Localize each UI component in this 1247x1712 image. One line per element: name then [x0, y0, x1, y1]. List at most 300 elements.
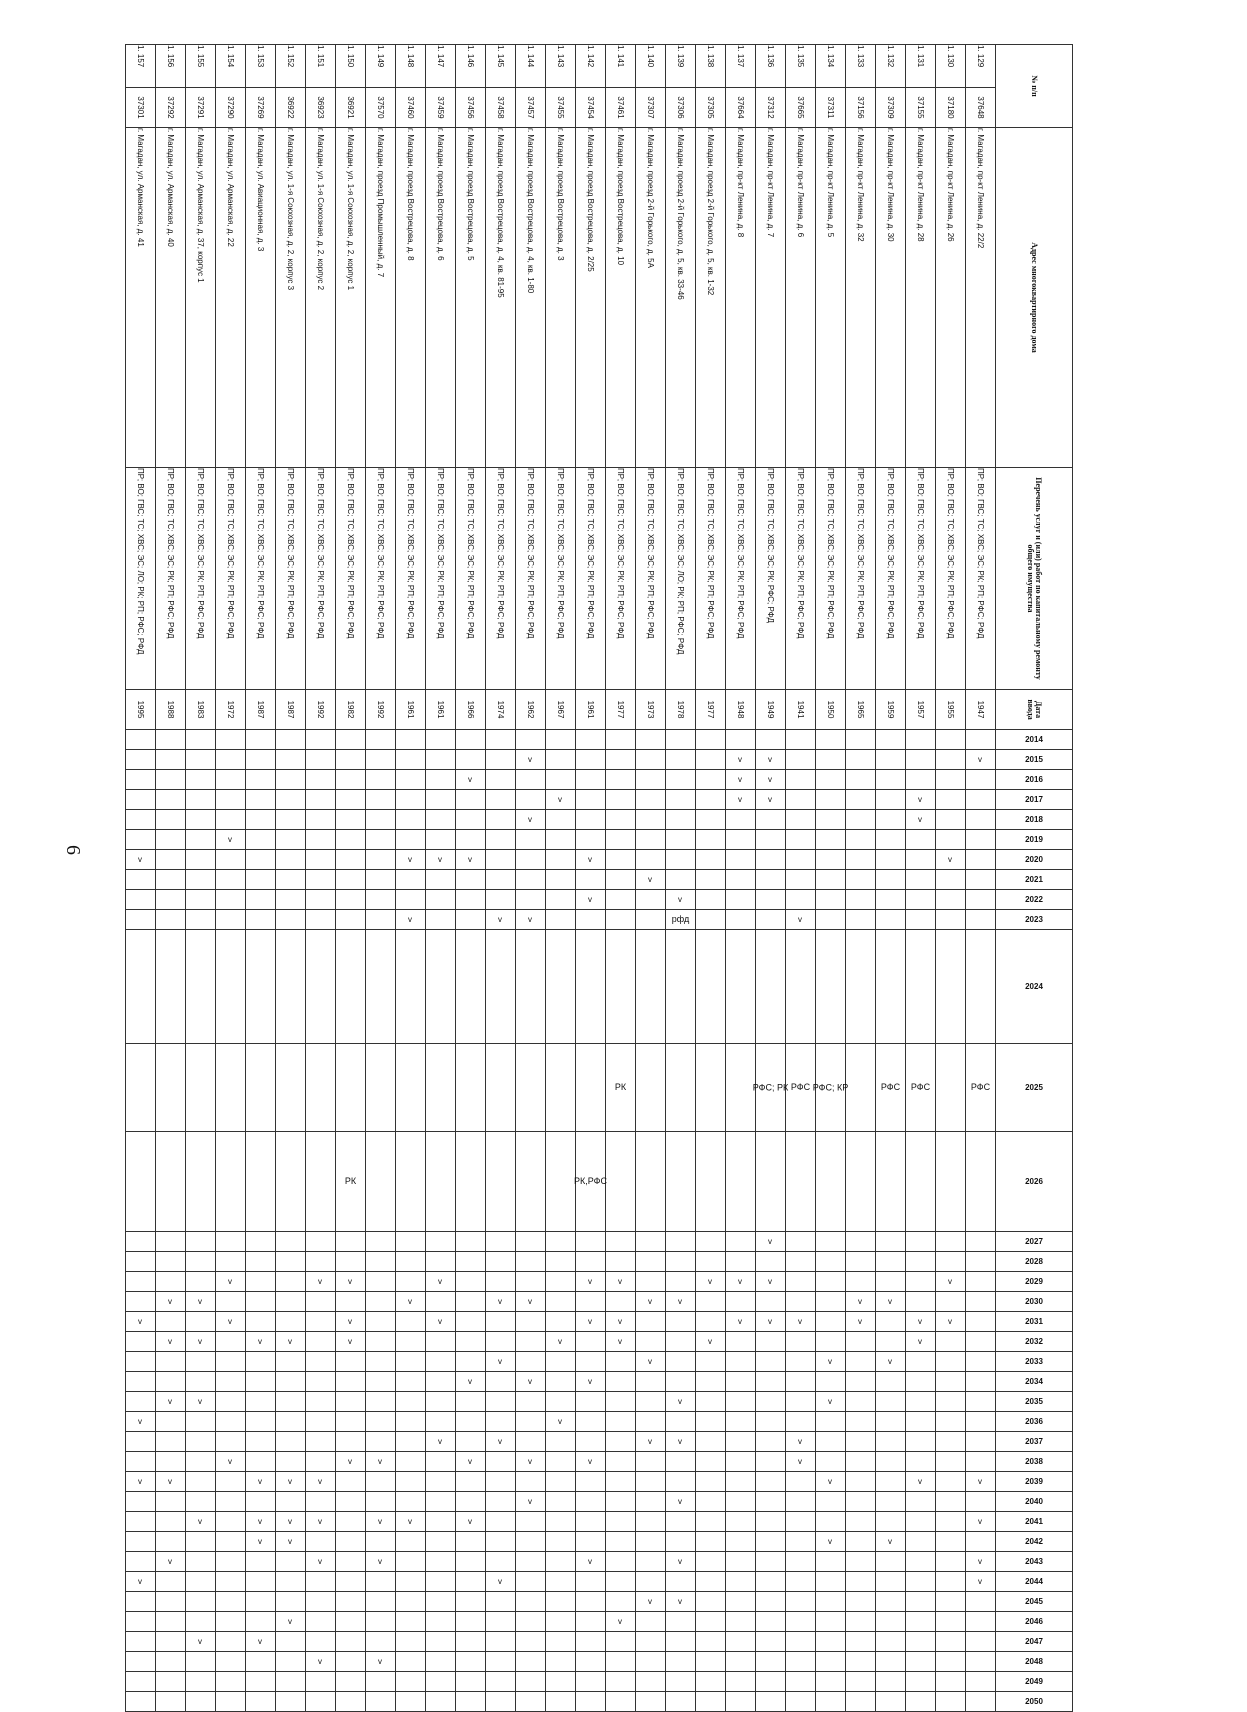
- plan-cell-2040: [576, 1492, 606, 1512]
- table-row: [126, 45, 156, 1712]
- plan-cell-2044: [246, 1572, 276, 1592]
- plan-cell-2045: [636, 1592, 666, 1612]
- plan-cell-2017: [336, 790, 366, 810]
- plan-cell-2017: [936, 790, 966, 810]
- plan-cell-2036: [306, 1412, 336, 1432]
- plan-cell-2039: [606, 1472, 636, 1492]
- plan-mark: v: [978, 1516, 983, 1526]
- plan-mark: v: [498, 1356, 503, 1366]
- plan-cell-2028: [486, 1252, 516, 1272]
- plan-cell-2025: [246, 1044, 276, 1132]
- plan-cell-2025: [936, 1044, 966, 1132]
- plan-cell-2018: [696, 810, 726, 830]
- plan-cell-2025: [186, 1044, 216, 1132]
- plan-cell-2046: [696, 1612, 726, 1632]
- plan-cell-2016: [786, 770, 816, 790]
- plan-cell-2050: [546, 1692, 576, 1712]
- plan-mark: v: [738, 774, 743, 784]
- plan-cell-2046: [156, 1612, 186, 1632]
- house-address: г. Магадан, ул. Авиационная, д. 3: [246, 128, 276, 468]
- year-header-2029: [996, 1272, 1073, 1292]
- plan-cell-2040: [396, 1492, 426, 1512]
- plan-cell-2026: [576, 1132, 606, 1232]
- plan-cell-2037: [246, 1432, 276, 1452]
- plan-cell-2030: [306, 1292, 336, 1312]
- year-label: 2025: [1025, 1082, 1043, 1092]
- plan-cell-2033: [306, 1352, 336, 1372]
- plan-cell-2014: [876, 730, 906, 750]
- plan-cell-2048: [366, 1652, 396, 1672]
- header-row: [996, 45, 1073, 1712]
- year-header-2040: [996, 1492, 1073, 1512]
- plan-cell-2036: [726, 1412, 756, 1432]
- plan-mark: v: [738, 1276, 743, 1286]
- plan-cell-2050: [606, 1692, 636, 1712]
- plan-cell-2045: [756, 1592, 786, 1612]
- plan-cell-2044: [366, 1572, 396, 1592]
- plan-cell-2039: [306, 1472, 336, 1492]
- plan-cell-2022: [336, 890, 366, 910]
- plan-cell-2044: [936, 1572, 966, 1592]
- plan-cell-2048: [846, 1652, 876, 1672]
- plan-cell-2042: [126, 1532, 156, 1552]
- plan-cell-2039: [846, 1472, 876, 1492]
- plan-cell-2030: [666, 1292, 696, 1312]
- plan-cell-2043: [576, 1552, 606, 1572]
- plan-cell-2031: [636, 1312, 666, 1332]
- house-address: г. Магадан, пр-кт Ленина, д. 7: [756, 128, 786, 468]
- plan-cell-2016: [276, 770, 306, 790]
- commission-year: 1973: [636, 690, 666, 730]
- plan-cell-2022: [696, 890, 726, 910]
- plan-mark: v: [198, 1296, 203, 1306]
- plan-cell-2025: [786, 1044, 816, 1132]
- plan-cell-2035: [216, 1392, 246, 1412]
- plan-cell-2030: [276, 1292, 306, 1312]
- plan-cell-2028: [396, 1252, 426, 1272]
- services-list: ПР; ВО; ГВС; ТС; ХВС; ЭС; РК; РП; РФС; РФД: [246, 468, 276, 690]
- plan-mark: v: [438, 1276, 443, 1286]
- plan-cell-2021: [876, 870, 906, 890]
- plan-cell-2020: [606, 850, 636, 870]
- services-list: ПР; ВО; ГВС; ТС; ХВС; ЭС; РК; РП; РФС; РФД: [426, 468, 456, 690]
- plan-cell-2023: [666, 910, 696, 930]
- plan-cell-2040: [726, 1492, 756, 1512]
- plan-mark: v: [378, 1456, 383, 1466]
- table-row: [696, 45, 726, 1712]
- plan-cell-2017: [516, 790, 546, 810]
- plan-cell-2033: [426, 1352, 456, 1372]
- plan-cell-2023: [576, 910, 606, 930]
- plan-cell-2021: [696, 870, 726, 890]
- plan-cell-2025: [126, 1044, 156, 1132]
- plan-cell-2025: [696, 1044, 726, 1132]
- plan-cell-2042: [486, 1532, 516, 1552]
- plan-cell-2037: [696, 1432, 726, 1452]
- plan-cell-2038: [456, 1452, 486, 1472]
- plan-cell-2046: [786, 1612, 816, 1632]
- plan-cell-2043: [726, 1552, 756, 1572]
- plan-cell-2033: [906, 1352, 936, 1372]
- plan-cell-2016: [246, 770, 276, 790]
- plan-mark: v: [318, 1556, 323, 1566]
- plan-cell-2042: [786, 1532, 816, 1552]
- plan-cell-2041: [276, 1512, 306, 1532]
- plan-cell-2040: [786, 1492, 816, 1512]
- commission-year: 1982: [336, 690, 366, 730]
- plan-mark: v: [348, 1276, 353, 1286]
- services-list: ПР; ВО; ГВС; ТС; ХВС; ЭС; РК; РП; РФС; РФД: [456, 468, 486, 690]
- plan-cell-2024: [576, 930, 606, 1044]
- plan-cell-2023: [156, 910, 186, 930]
- plan-mark: v: [588, 1376, 593, 1386]
- plan-mark: v: [918, 814, 923, 824]
- house-address: г. Магадан, проезд 2-й Горького, д. 5, кв. 33-46: [666, 128, 696, 468]
- plan-cell-2020: [726, 850, 756, 870]
- plan-mark: v: [678, 1496, 683, 1506]
- plan-mark: v: [798, 914, 803, 924]
- plan-cell-2020: [156, 850, 186, 870]
- commission-year: 1983: [186, 690, 216, 730]
- plan-cell-2039: [726, 1472, 756, 1492]
- plan-cell-2015: [876, 750, 906, 770]
- plan-cell-2040: [816, 1492, 846, 1512]
- plan-cell-2048: [396, 1652, 426, 1672]
- plan-cell-2039: [786, 1472, 816, 1492]
- plan-mark: v: [768, 774, 773, 784]
- year-label: 2015: [1025, 754, 1043, 764]
- plan-cell-2019: [246, 830, 276, 850]
- plan-cell-2022: [186, 890, 216, 910]
- plan-cell-2037: [516, 1432, 546, 1452]
- plan-cell-2037: [966, 1432, 996, 1452]
- plan-cell-2016: [726, 770, 756, 790]
- plan-cell-2045: [666, 1592, 696, 1612]
- services-list: ПР; ВО; ГВС; ТС; ХВС; ЭС; РК; РП; РФС; РФД: [936, 468, 966, 690]
- plan-cell-2020: [966, 850, 996, 870]
- commission-year: 1992: [366, 690, 396, 730]
- year-header-2038: [996, 1452, 1073, 1472]
- plan-cell-2016: [546, 770, 576, 790]
- year-header-2041: [996, 1512, 1073, 1532]
- plan-cell-2029: [636, 1272, 666, 1292]
- year-label: 2032: [1025, 1336, 1043, 1346]
- plan-cell-2023: [546, 910, 576, 930]
- year-header-2030: [996, 1292, 1073, 1312]
- plan-cell-2014: [486, 730, 516, 750]
- plan-mark: РФС: [880, 1082, 901, 1093]
- plan-cell-2015: [516, 750, 546, 770]
- plan-cell-2019: [696, 830, 726, 850]
- plan-mark: v: [978, 1576, 983, 1586]
- plan-cell-2017: [246, 790, 276, 810]
- plan-cell-2027: [156, 1232, 186, 1252]
- plan-cell-2044: [786, 1572, 816, 1592]
- plan-cell-2025: [516, 1044, 546, 1132]
- plan-cell-2031: [336, 1312, 366, 1332]
- row-number: 1. 130: [936, 45, 966, 88]
- plan-cell-2028: [726, 1252, 756, 1272]
- plan-mark: v: [498, 1576, 503, 1586]
- plan-cell-2019: [846, 830, 876, 850]
- plan-cell-2042: [966, 1532, 996, 1552]
- plan-cell-2021: [516, 870, 546, 890]
- plan-cell-2038: [936, 1452, 966, 1472]
- plan-cell-2034: [216, 1372, 246, 1392]
- plan-cell-2031: [606, 1312, 636, 1332]
- plan-cell-2035: [156, 1392, 186, 1412]
- table-row: [336, 45, 366, 1712]
- plan-cell-2018: [156, 810, 186, 830]
- plan-cell-2044: [846, 1572, 876, 1592]
- plan-cell-2014: [216, 730, 246, 750]
- plan-cell-2036: [756, 1412, 786, 1432]
- plan-cell-2050: [336, 1692, 366, 1712]
- row-number: 1. 152: [276, 45, 306, 88]
- plan-cell-2023: [216, 910, 246, 930]
- plan-cell-2035: [576, 1392, 606, 1412]
- plan-cell-2014: [156, 730, 186, 750]
- plan-cell-2047: [246, 1632, 276, 1652]
- row-number: 1. 134: [816, 45, 846, 88]
- plan-cell-2038: [246, 1452, 276, 1472]
- plan-cell-2015: [906, 750, 936, 770]
- plan-cell-2024: [516, 930, 546, 1044]
- plan-cell-2032: [546, 1332, 576, 1352]
- plan-cell-2038: [516, 1452, 546, 1472]
- house-code: 36921: [336, 88, 366, 128]
- plan-cell-2028: [186, 1252, 216, 1272]
- plan-cell-2034: [696, 1372, 726, 1392]
- house-address: г. Магадан, ул. Арманская, д. 41: [126, 128, 156, 468]
- plan-cell-2049: [966, 1672, 996, 1692]
- plan-cell-2036: [966, 1412, 996, 1432]
- plan-cell-2025: [752, 1044, 789, 1132]
- plan-cell-2043: [456, 1552, 486, 1572]
- house-code: 37570: [366, 88, 396, 128]
- plan-cell-2050: [966, 1692, 996, 1712]
- plan-cell-2028: [786, 1252, 816, 1272]
- plan-cell-2035: [876, 1392, 906, 1412]
- plan-cell-2029: [546, 1272, 576, 1292]
- table-row: [546, 45, 576, 1712]
- house-code: 36922: [276, 88, 306, 128]
- plan-cell-2022: [666, 890, 696, 910]
- plan-cell-2020: [186, 850, 216, 870]
- house-code: 37454: [576, 88, 606, 128]
- plan-cell-2015: [756, 750, 786, 770]
- plan-cell-2015: [456, 750, 486, 770]
- commission-year: 1992: [306, 690, 336, 730]
- plan-cell-2015: [426, 750, 456, 770]
- row-number: 1. 147: [426, 45, 456, 88]
- year-label: 2035: [1025, 1396, 1043, 1406]
- plan-cell-2015: [966, 750, 996, 770]
- year-header-2026: [996, 1132, 1073, 1232]
- plan-cell-2017: [846, 790, 876, 810]
- plan-cell-2033: [156, 1352, 186, 1372]
- plan-mark: РФС; РК: [752, 1082, 789, 1093]
- plan-mark: v: [768, 1316, 773, 1326]
- plan-cell-2030: [216, 1292, 246, 1312]
- year-header-2014: [996, 730, 1073, 750]
- commission-year: 1987: [276, 690, 306, 730]
- plan-cell-2015: [396, 750, 426, 770]
- plan-cell-2014: [966, 730, 996, 750]
- plan-cell-2024: [426, 930, 456, 1044]
- plan-mark: v: [438, 1436, 443, 1446]
- plan-cell-2039: [966, 1472, 996, 1492]
- plan-cell-2039: [936, 1472, 966, 1492]
- plan-cell-2019: [306, 830, 336, 850]
- plan-cell-2028: [936, 1252, 966, 1272]
- plan-cell-2029: [276, 1272, 306, 1292]
- plan-cell-2017: [216, 790, 246, 810]
- plan-cell-2026: [726, 1132, 756, 1232]
- house-code: 37307: [636, 88, 666, 128]
- plan-cell-2043: [366, 1552, 396, 1572]
- house-code: 37460: [396, 88, 426, 128]
- plan-cell-2040: [696, 1492, 726, 1512]
- plan-cell-2041: [516, 1512, 546, 1532]
- table-row: [156, 45, 186, 1712]
- plan-cell-2032: [156, 1332, 186, 1352]
- plan-cell-2041: [456, 1512, 486, 1532]
- plan-cell-2017: [156, 790, 186, 810]
- plan-cell-2017: [486, 790, 516, 810]
- plan-cell-2037: [576, 1432, 606, 1452]
- plan-cell-2048: [426, 1652, 456, 1672]
- plan-cell-2017: [606, 790, 636, 810]
- plan-cell-2039: [696, 1472, 726, 1492]
- year-label: 2049: [1025, 1676, 1043, 1686]
- plan-mark: v: [738, 794, 743, 804]
- plan-cell-2046: [426, 1612, 456, 1632]
- plan-mark: v: [768, 754, 773, 764]
- plan-cell-2020: [576, 850, 606, 870]
- plan-cell-2022: [906, 890, 936, 910]
- commission-year: 1965: [846, 690, 876, 730]
- services-list: ПР; ВО; ГВС; ТС; ХВС; ЭС; РК; РФС; РФД: [756, 468, 786, 690]
- house-code: 37155: [906, 88, 936, 128]
- plan-cell-2050: [696, 1692, 726, 1712]
- plan-cell-2027: [306, 1232, 336, 1252]
- plan-cell-2015: [816, 750, 846, 770]
- plan-mark: v: [618, 1336, 623, 1346]
- plan-cell-2039: [576, 1472, 606, 1492]
- plan-cell-2034: [876, 1372, 906, 1392]
- plan-cell-2019: [396, 830, 426, 850]
- plan-cell-2029: [756, 1272, 786, 1292]
- plan-cell-2037: [276, 1432, 306, 1452]
- plan-cell-2027: [966, 1232, 996, 1252]
- plan-mark: v: [498, 1296, 503, 1306]
- plan-cell-2022: [426, 890, 456, 910]
- plan-cell-2045: [696, 1592, 726, 1612]
- plan-cell-2038: [276, 1452, 306, 1472]
- house-address: г. Магадан, ул. Арманская, д. 40: [156, 128, 186, 468]
- plan-cell-2018: [606, 810, 636, 830]
- plan-cell-2034: [366, 1372, 396, 1392]
- year-header-2032: [996, 1332, 1073, 1352]
- plan-cell-2050: [876, 1692, 906, 1712]
- plan-cell-2029: [816, 1272, 846, 1292]
- plan-cell-2043: [876, 1552, 906, 1572]
- plan-cell-2038: [126, 1452, 156, 1472]
- plan-cell-2022: [246, 890, 276, 910]
- year-label: 2022: [1025, 894, 1043, 904]
- plan-cell-2014: [696, 730, 726, 750]
- plan-mark: v: [978, 1476, 983, 1486]
- plan-mark: РФС: [790, 1082, 811, 1093]
- plan-cell-2032: [636, 1332, 666, 1352]
- plan-cell-2046: [306, 1612, 336, 1632]
- plan-cell-2043: [156, 1552, 186, 1572]
- plan-cell-2039: [906, 1472, 936, 1492]
- plan-cell-2027: [786, 1232, 816, 1252]
- plan-mark: v: [528, 914, 533, 924]
- plan-cell-2037: [216, 1432, 246, 1452]
- plan-cell-2024: [786, 930, 816, 1044]
- plan-cell-2022: [576, 890, 606, 910]
- plan-cell-2036: [216, 1412, 246, 1432]
- year-header-2047: [996, 1632, 1073, 1652]
- plan-cell-2045: [906, 1592, 936, 1612]
- house-address: г. Магадан, ул. 1-я Сокхозная, д. 2, корпус 3: [276, 128, 306, 468]
- plan-cell-2024: [336, 930, 366, 1044]
- plan-mark: v: [588, 1456, 593, 1466]
- page-number: 6: [62, 845, 84, 855]
- plan-cell-2033: [126, 1352, 156, 1372]
- plan-cell-2032: [726, 1332, 756, 1352]
- plan-cell-2049: [216, 1672, 246, 1692]
- plan-cell-2043: [636, 1552, 666, 1572]
- plan-cell-2034: [246, 1372, 276, 1392]
- services-list: ПР; ВО; ГВС; ТС; ХВС; ЭС; РК; РП; РФС; РФД: [606, 468, 636, 690]
- plan-cell-2048: [336, 1652, 366, 1672]
- plan-cell-2026: [156, 1132, 186, 1232]
- plan-cell-2030: [366, 1292, 396, 1312]
- plan-cell-2046: [846, 1612, 876, 1632]
- plan-cell-2027: [906, 1232, 936, 1252]
- plan-cell-2016: [816, 770, 846, 790]
- header-number: № п/п: [996, 45, 1073, 128]
- plan-cell-2030: [696, 1292, 726, 1312]
- house-code: 37664: [726, 88, 756, 128]
- plan-cell-2018: [966, 810, 996, 830]
- plan-cell-2035: [816, 1392, 846, 1412]
- services-list: ПР; ВО; ГВС; ТС; ХВС; ЭС; РК; РП; РФС; РФД: [516, 468, 546, 690]
- plan-cell-2047: [456, 1632, 486, 1652]
- capital-repair-schedule-table: [125, 44, 1073, 1706]
- plan-cell-2049: [576, 1672, 606, 1692]
- plan-cell-2027: [366, 1232, 396, 1252]
- plan-cell-2049: [396, 1672, 426, 1692]
- plan-cell-2031: [786, 1312, 816, 1332]
- plan-cell-2040: [516, 1492, 546, 1512]
- plan-cell-2022: [156, 890, 186, 910]
- plan-mark: v: [408, 1296, 413, 1306]
- plan-cell-2046: [216, 1612, 246, 1632]
- plan-cell-2045: [366, 1592, 396, 1612]
- year-header-2043: [996, 1552, 1073, 1572]
- plan-cell-2037: [816, 1432, 846, 1452]
- plan-cell-2036: [606, 1412, 636, 1432]
- plan-cell-2028: [126, 1252, 156, 1272]
- house-address: г. Магадан, проезд Вострецова, д. 2/25: [576, 128, 606, 468]
- plan-cell-2014: [726, 730, 756, 750]
- row-number: 1. 150: [336, 45, 366, 88]
